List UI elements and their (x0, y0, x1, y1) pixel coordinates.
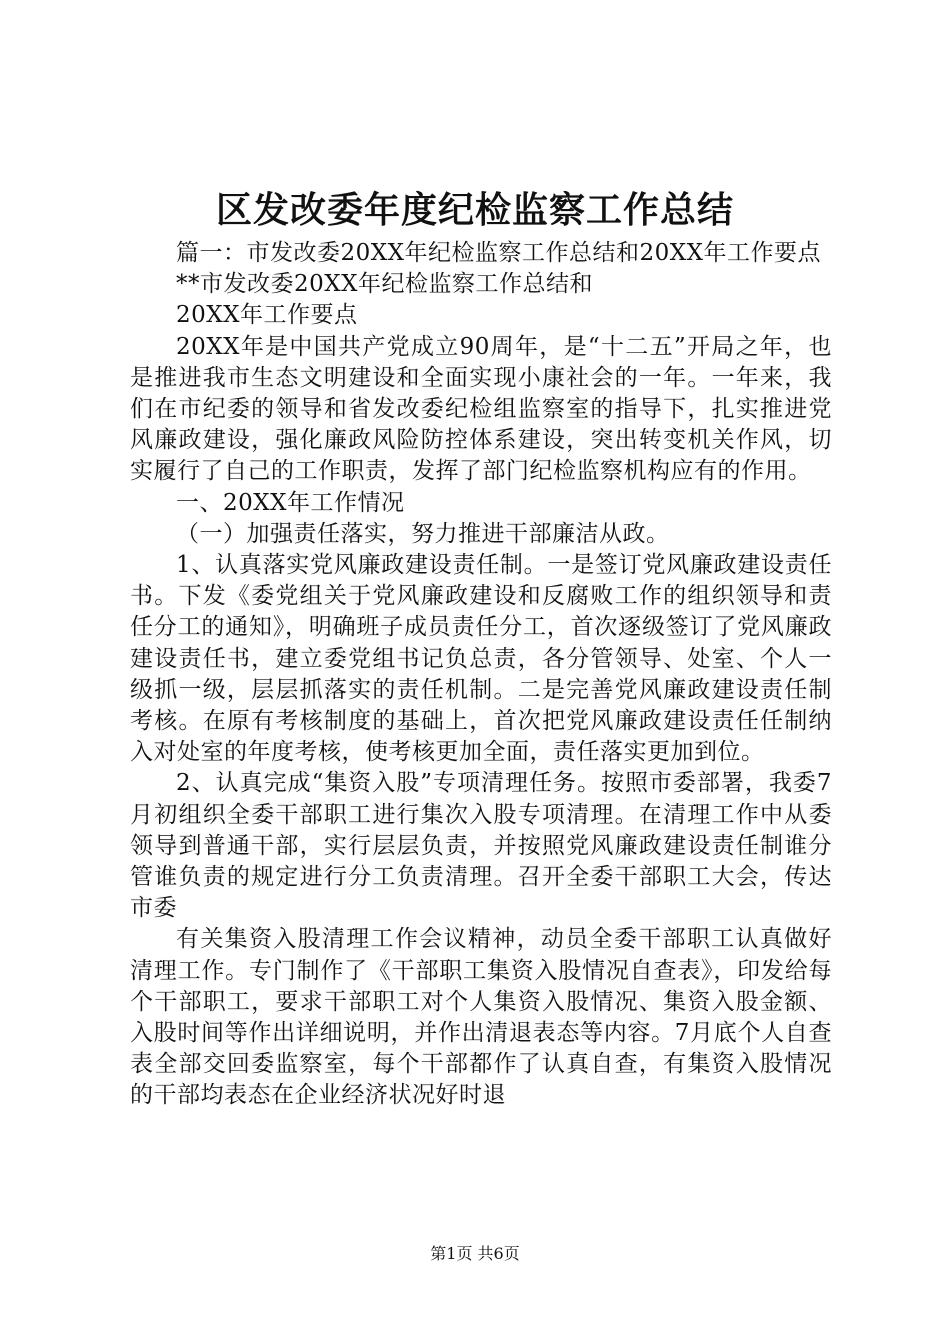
paragraph-item-1: 1、认真落实党风廉政建设责任制。一是签订党风廉政建设责任书。下发《委党组关于党风廉政建设和反腐败工作的组织领导和责任分工的通知》，明确班子成员责任分工，首次逐级签订了党风廉政建设责任书，建立委党组书记负总责，各分管领导、处室、个人一级抓一级，层层抓落实的责任机制。二是完善党风廉政建设责任制考核。在原有考核制度的基础上，首次把党风廉政建设责任任制纳入对处室的年度考核，使考核更加全面，责任落实更加到位。 (130, 552, 832, 766)
paragraph-heading-1: 篇一：市发改委20XX年纪检监察工作总结和20XX年工作要点 (176, 240, 822, 266)
paragraph-intro: 20XX年是中国共产党成立90周年，是“十二五”开局之年，也是推进我市生态文明建设和全面实现小康社会的一年。一年来，我们在市纪委的领导和省发改委纪检组监察室的指导下，扎实推进党风廉政建设，强化廉政风险防控体系建设，突出转变机关作风，切实履行了自己的工作职责，发挥了部门纪检监察机构应有的作用。 (130, 333, 832, 485)
document-title: 区发改委年度纪检监察工作总结 (215, 189, 734, 231)
paragraph-item-2: 2、认真完成“集资入股”专项清理任务。按照市委部署，我委7月初组织全委干部职工进行集次入股专项清理。在清理工作中从委领导到普通干部，实行层层负责，并按照党风廉政建设责任制谁分管谁负责的规定进行分工负责清理。召开全委干部职工大会，传达市委 (130, 770, 832, 922)
page-number-footer: 第1页 共6页 (430, 1244, 520, 1263)
paragraph-continuation: 有关集资入股清理工作会议精神，动员全委干部职工认真做好清理工作。专门制作了《干部职工集资入股情况自查表》，印发给每个干部职工，要求干部职工对个人集资入股情况、集资入股金额、入股时间等作出详细说明，并作出清退表态等内容。7月底个人自查表全部交回委监察室，每个干部都作了认真自查，有集资入股情况的干部均表态在企业经济状况好时退 (130, 926, 832, 1109)
section-heading: 一、20XX年工作情况 (176, 489, 405, 516)
document-body (130, 238, 832, 1112)
paragraph-subtitle-line-2: 20XX年工作要点 (176, 302, 358, 329)
paragraph-subtitle-line-1: **市发改委20XX年纪检监察工作总结和 (176, 271, 594, 298)
subsection-heading: （一）加强责任落实，努力推进干部廉洁从政。 (176, 520, 670, 547)
